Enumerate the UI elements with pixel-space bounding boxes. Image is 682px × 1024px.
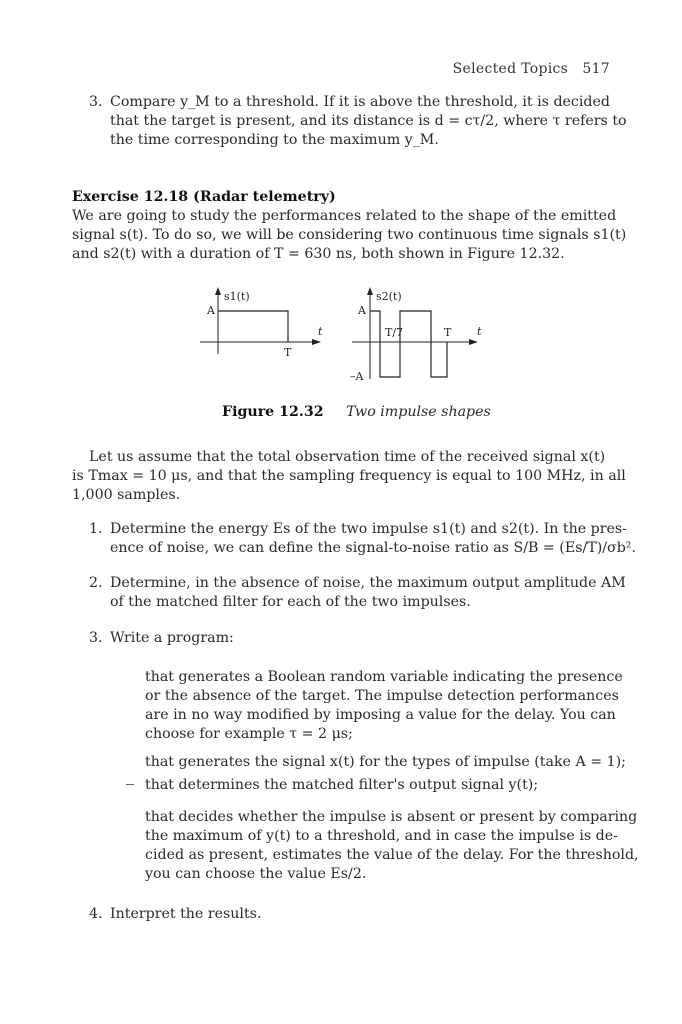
s2-y-arrow: [367, 287, 373, 295]
question-number: 4.: [89, 906, 103, 922]
step-number: 3.: [89, 94, 103, 110]
program-item-line: cided as present, estimates the value of the delay. For the threshold,: [145, 847, 639, 863]
question-line: of the matched filter for each of the two impulses.: [110, 594, 471, 610]
program-item-line: that generates the signal x(t) for the types of impulse (take A = 1);: [145, 754, 626, 770]
assumption-line: Let us assume that the total observation time of the received signal x(t): [89, 449, 606, 465]
step-line: Compare y_M to a threshold. If it is above the threshold, it is decided: [110, 94, 610, 110]
exercise-title: Exercise 12.18 (Radar telemetry): [72, 189, 336, 205]
question-line: Determine the energy Es of the two impulse s1(t) and s2(t). In the pres-: [110, 521, 627, 537]
s1-waveform: [218, 311, 288, 342]
s2-waveform: [370, 311, 447, 377]
s1-label: s1(t): [224, 290, 250, 303]
figure-label: Figure 12.32: [222, 404, 324, 420]
question-number: 2.: [89, 575, 103, 591]
question-line: Interpret the results.: [110, 906, 262, 922]
s2-T7-label: T/7: [385, 326, 404, 339]
question-line: Determine, in the absence of noise, the maximum output amplitude AM: [110, 575, 626, 591]
running-title: Selected Topics: [452, 61, 569, 77]
s2-t-label: t: [477, 325, 482, 338]
impulse-shapes-figure: [190, 284, 500, 390]
program-item-line: you can choose the value Es/2.: [145, 866, 367, 882]
assumption-line: is Tmax = 10 μs, and that the sampling frequency is equal to 100 MHz, in all: [72, 468, 626, 484]
question-line: ence of noise, we can define the signal-to-noise ratio as S/B = (Es/T)/σb².: [110, 540, 637, 556]
program-item-line: or the absence of the target. The impulse detection performances: [145, 688, 619, 704]
s2-label: s2(t): [376, 290, 402, 303]
s2-x-arrow: [469, 339, 478, 345]
page-number: 517: [582, 61, 610, 77]
figure-caption: [222, 403, 491, 422]
exercise-line: We are going to study the performances related to the shape of the emitted: [72, 208, 617, 224]
program-item-line: that determines the matched filter's output signal y(t);: [145, 777, 539, 793]
figure-title: Two impulse shapes: [346, 404, 491, 420]
question-line: Write a program:: [110, 630, 234, 646]
s2-amplitude-label: A: [358, 304, 366, 317]
s1-T-label: T: [284, 346, 292, 359]
program-item-line: the maximum of y(t) to a threshold, and in case the impulse is de-: [145, 828, 618, 844]
s1-plot: [200, 287, 323, 359]
s2-neg-amplitude-label: –A: [350, 370, 364, 383]
s2-plot: [350, 287, 482, 383]
exercise-line: signal s(t). To do so, we will be considering two continuous time signals s1(t): [72, 227, 627, 243]
step-line: the time corresponding to the maximum y_M.: [110, 132, 439, 148]
assumption-line: 1,000 samples.: [72, 487, 181, 503]
question-number: 1.: [89, 521, 103, 537]
s1-t-label: t: [318, 325, 323, 338]
question-number: 3.: [89, 630, 103, 646]
running-header: [453, 60, 610, 79]
exercise-line: and s2(t) with a duration of T = 630 ns, both shown in Figure 12.32.: [72, 246, 565, 262]
s2-T-label: T: [444, 326, 452, 339]
s1-y-arrow: [215, 287, 221, 295]
step-line: that the target is present, and its distance is d = cτ/2, where τ refers to: [110, 113, 627, 129]
program-item-line: that decides whether the impulse is absent or present by comparing: [145, 809, 638, 825]
program-item-line: are in no way modified by imposing a value for the delay. You can: [145, 707, 616, 723]
program-item-line: that generates a Boolean random variable indicating the presence: [145, 669, 623, 685]
s1-amplitude-label: A: [207, 304, 215, 317]
program-item-line: choose for example τ = 2 μs;: [145, 726, 353, 742]
list-dash: [126, 784, 134, 785]
s1-x-arrow: [312, 339, 321, 345]
